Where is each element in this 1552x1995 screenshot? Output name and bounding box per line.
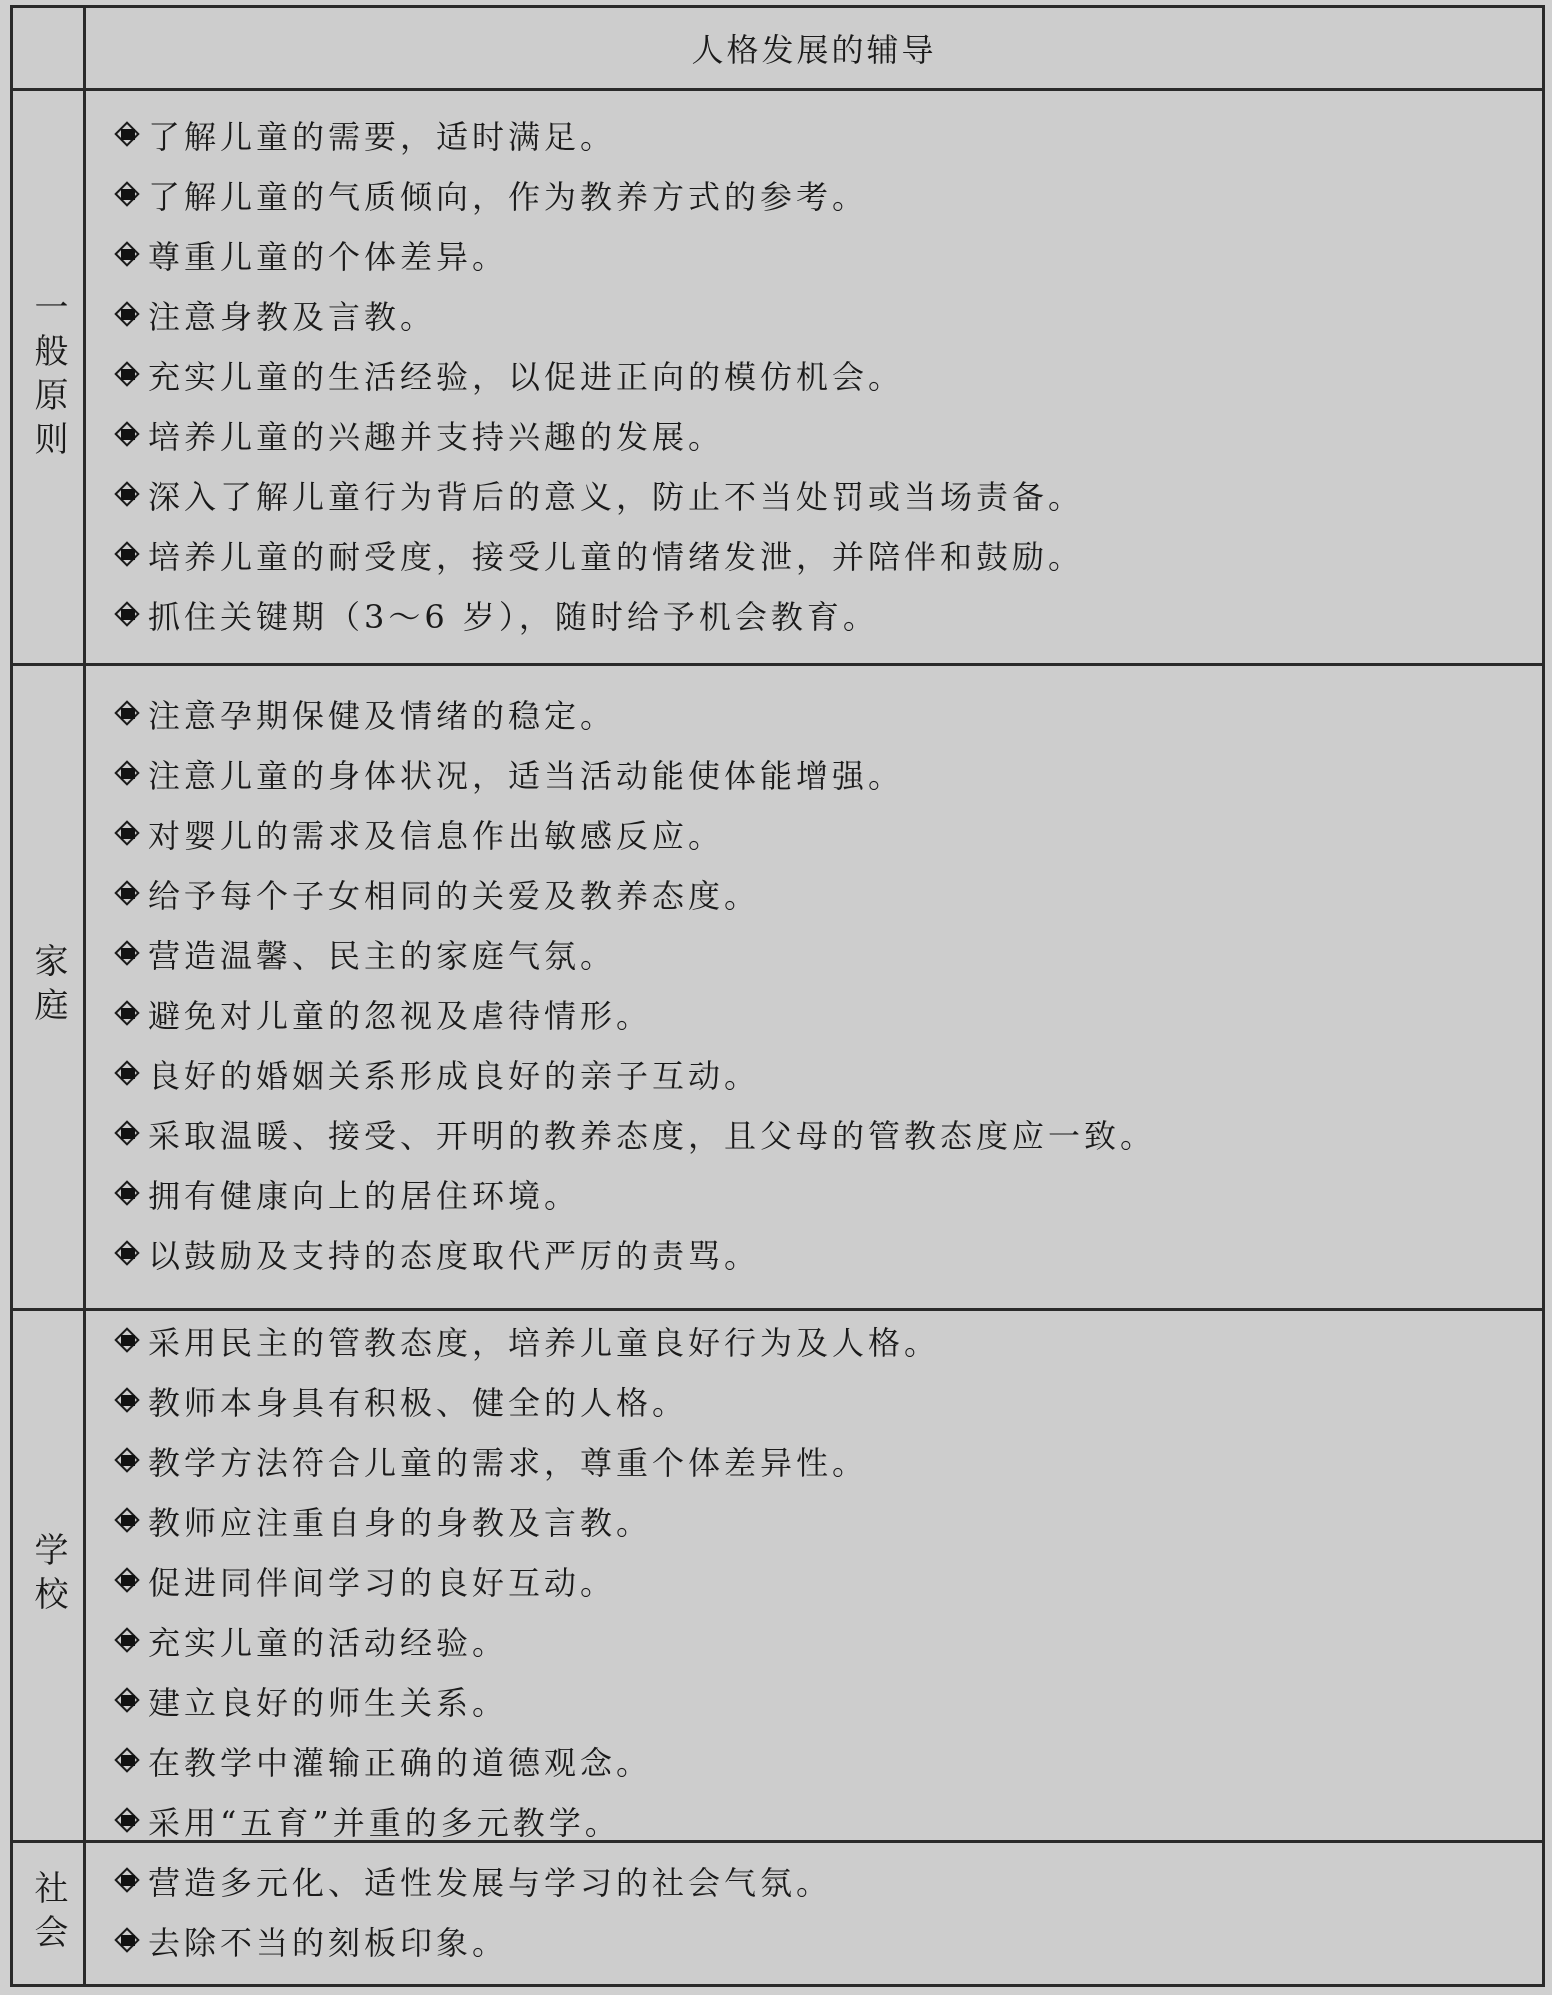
section-label-cell <box>13 666 86 1308</box>
item-text: 培养儿童的耐受度，接受儿童的情绪发泄，并陪伴和鼓励。 <box>148 538 1085 576</box>
diamond-bullet-icon <box>114 880 142 908</box>
item-text: 采用“五育”并重的多元教学。 <box>148 1804 621 1842</box>
item-text: 营造多元化、适性发展与学习的社会气氛。 <box>148 1864 833 1902</box>
item-list <box>114 1311 1542 1851</box>
section-row-school <box>13 1311 1542 1843</box>
table-title: 人格发展的辅导 <box>691 31 937 69</box>
list-item <box>114 864 1542 924</box>
diamond-bullet-icon <box>114 1627 142 1655</box>
guidance-table <box>10 5 1545 1987</box>
item-text: 充实儿童的生活经验，以促进正向的模仿机会。 <box>148 358 905 396</box>
header-row <box>13 8 1542 91</box>
diamond-bullet-icon <box>114 1000 142 1028</box>
item-text: 去除不当的刻板印象。 <box>148 1924 509 1962</box>
diamond-bullet-icon <box>114 481 142 509</box>
list-item <box>114 744 1542 804</box>
item-text: 抓住关键期（3～6 岁），随时给予机会教育。 <box>148 598 879 636</box>
list-item <box>114 684 1542 744</box>
item-text: 采取温暖、接受、开明的教养态度，且父母的管教态度应一致。 <box>148 1117 1157 1155</box>
section-row-family <box>13 666 1542 1311</box>
list-item <box>114 525 1542 585</box>
list-item <box>114 924 1542 984</box>
diamond-bullet-icon <box>114 1447 142 1475</box>
item-text: 了解儿童的需要，适时满足。 <box>148 118 617 156</box>
diamond-bullet-icon <box>114 1387 142 1415</box>
item-text: 培养儿童的兴趣并支持兴趣的发展。 <box>148 418 725 456</box>
diamond-bullet-icon <box>114 1327 142 1355</box>
section-label: 家庭 <box>28 943 68 1031</box>
section-label: 社会 <box>28 1869 68 1958</box>
item-text: 以鼓励及支持的态度取代严厉的责骂。 <box>148 1237 761 1275</box>
list-item <box>114 1731 1542 1791</box>
list-item <box>114 105 1542 165</box>
diamond-bullet-icon <box>114 1180 142 1208</box>
list-item <box>114 585 1542 645</box>
diamond-bullet-icon <box>114 1507 142 1535</box>
diamond-bullet-icon <box>114 241 142 269</box>
item-text: 注意孕期保健及情绪的稳定。 <box>148 697 617 735</box>
list-item <box>114 1431 1542 1491</box>
item-text: 建立良好的师生关系。 <box>148 1684 509 1722</box>
list-item <box>114 225 1542 285</box>
item-text: 注意身教及言教。 <box>148 298 437 336</box>
corner-cell <box>13 8 86 88</box>
item-text: 采用民主的管教态度，培养儿童良好行为及人格。 <box>148 1324 941 1362</box>
item-list <box>114 684 1542 1284</box>
diamond-bullet-icon <box>114 820 142 848</box>
section-label-cell <box>13 1311 86 1840</box>
diamond-bullet-icon <box>114 601 142 629</box>
list-item <box>114 1551 1542 1611</box>
section-content <box>86 91 1542 663</box>
item-text: 拥有健康向上的居住环境。 <box>148 1177 581 1215</box>
diamond-bullet-icon <box>114 181 142 209</box>
list-item <box>114 1491 1542 1551</box>
diamond-bullet-icon <box>114 541 142 569</box>
list-item <box>114 1104 1542 1164</box>
item-text: 营造温馨、民主的家庭气氛。 <box>148 937 617 975</box>
diamond-bullet-icon <box>114 421 142 449</box>
item-text: 深入了解儿童行为背后的意义，防止不当处罚或当场责备。 <box>148 478 1085 516</box>
item-list <box>114 105 1542 645</box>
diamond-bullet-icon <box>114 760 142 788</box>
diamond-bullet-icon <box>114 1867 142 1895</box>
item-text: 教师本身具有积极、健全的人格。 <box>148 1384 689 1422</box>
list-item <box>114 165 1542 225</box>
item-text: 教师应注重自身的身教及言教。 <box>148 1504 653 1542</box>
item-list <box>114 1851 1542 1971</box>
item-text: 教学方法符合儿童的需求，尊重个体差异性。 <box>148 1444 869 1482</box>
item-text: 对婴儿的需求及信息作出敏感反应。 <box>148 817 725 855</box>
item-text: 尊重儿童的个体差异。 <box>148 238 509 276</box>
item-text: 良好的婚姻关系形成良好的亲子互动。 <box>148 1057 761 1095</box>
diamond-bullet-icon <box>114 1687 142 1715</box>
list-item <box>114 1224 1542 1284</box>
list-item <box>114 1911 1542 1971</box>
section-content <box>86 1843 1542 1984</box>
diamond-bullet-icon <box>114 301 142 329</box>
list-item <box>114 984 1542 1044</box>
section-content <box>86 1311 1542 1840</box>
list-item <box>114 1164 1542 1224</box>
item-text: 避免对儿童的忽视及虐待情形。 <box>148 997 653 1035</box>
item-text: 充实儿童的活动经验。 <box>148 1624 509 1662</box>
list-item <box>114 804 1542 864</box>
diamond-bullet-icon <box>114 361 142 389</box>
diamond-bullet-icon <box>114 1240 142 1268</box>
section-content <box>86 666 1542 1308</box>
list-item <box>114 345 1542 405</box>
diamond-bullet-icon <box>114 1747 142 1775</box>
list-item <box>114 1611 1542 1671</box>
list-item <box>114 1371 1542 1431</box>
list-item <box>114 285 1542 345</box>
section-row-general-principles <box>13 91 1542 666</box>
section-label: 一般原则 <box>28 289 68 465</box>
section-row-society <box>13 1843 1542 1984</box>
diamond-bullet-icon <box>114 1060 142 1088</box>
diamond-bullet-icon <box>114 1567 142 1595</box>
section-label-cell <box>13 91 86 663</box>
item-text: 了解儿童的气质倾向，作为教养方式的参考。 <box>148 178 869 216</box>
diamond-bullet-icon <box>114 940 142 968</box>
diamond-bullet-icon <box>114 1120 142 1148</box>
diamond-bullet-icon <box>114 1927 142 1955</box>
diamond-bullet-icon <box>114 1807 142 1835</box>
list-item <box>114 405 1542 465</box>
list-item <box>114 1791 1542 1851</box>
list-item <box>114 465 1542 525</box>
item-text: 注意儿童的身体状况，适当活动能使体能增强。 <box>148 757 905 795</box>
list-item <box>114 1671 1542 1731</box>
item-text: 促进同伴间学习的良好互动。 <box>148 1564 617 1602</box>
list-item <box>114 1044 1542 1104</box>
section-label-cell <box>13 1843 86 1984</box>
diamond-bullet-icon <box>114 700 142 728</box>
section-label: 学校 <box>28 1531 68 1620</box>
list-item <box>114 1851 1542 1911</box>
item-text: 给予每个子女相同的关爱及教养态度。 <box>148 877 761 915</box>
diamond-bullet-icon <box>114 121 142 149</box>
list-item <box>114 1311 1542 1371</box>
item-text: 在教学中灌输正确的道德观念。 <box>148 1744 653 1782</box>
